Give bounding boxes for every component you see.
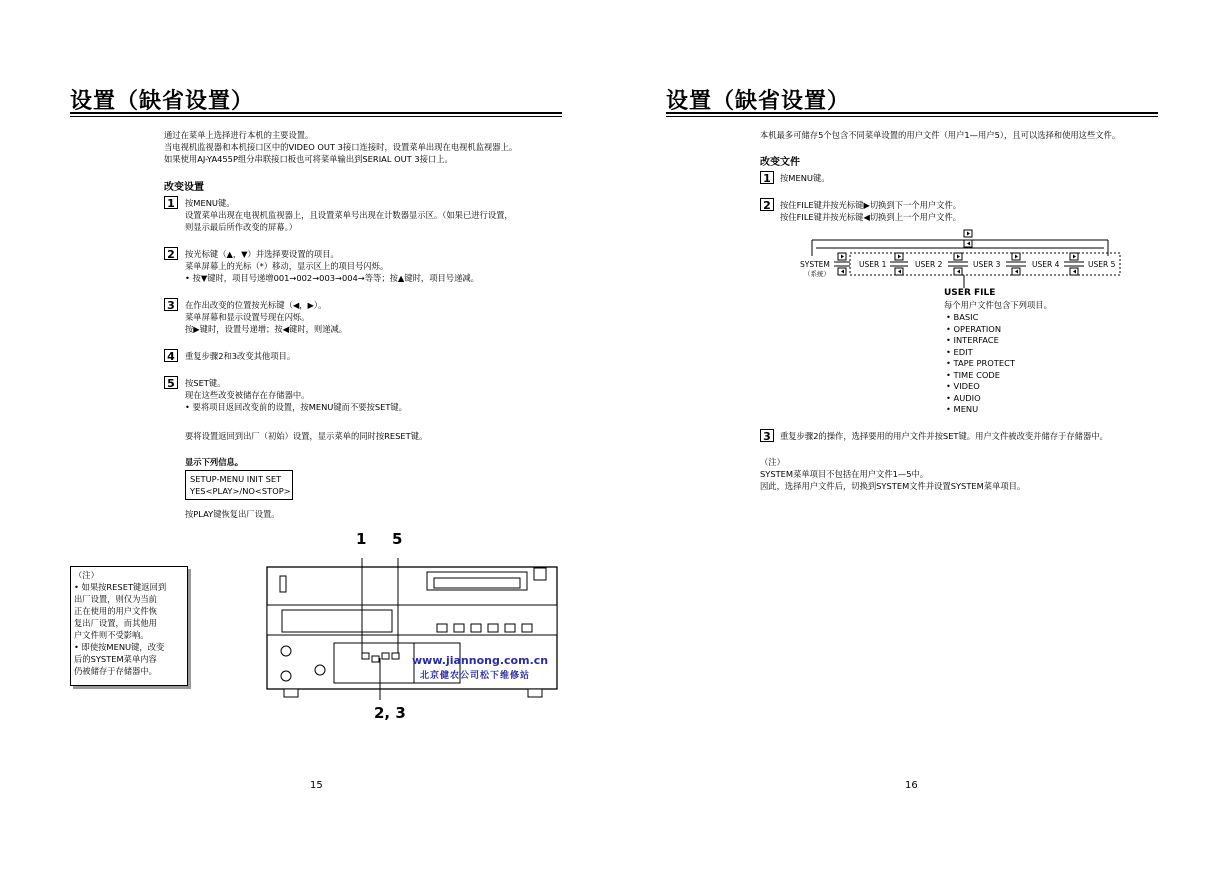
note-line: • 如果按RESET键返回到: [74, 582, 167, 592]
step-text: 在作出改变的位置按光标键（◀，▶）。: [185, 300, 327, 310]
note-line: 户文件则不受影响。: [74, 630, 149, 640]
display-heading: 显示下列信息。: [185, 457, 244, 467]
user-file-item: • OPERATION: [946, 323, 1002, 334]
callout-label: 5: [392, 530, 403, 548]
step-text: 按住FILE键并按光标键▶切换到下一个用户文件。: [780, 200, 962, 210]
user-file-title: USER FILE: [944, 288, 996, 298]
note-box: [70, 566, 188, 686]
step-text: 设置菜单出现在电视机监视器上，且设置菜单号出现在计数器显示区。（如果已进行设置，: [185, 210, 513, 220]
user-label: USER 5: [1088, 260, 1116, 269]
note-line: 出厂设置，则仅为当前: [74, 594, 157, 604]
step-number: 5: [164, 376, 178, 389]
user-label: USER 2: [915, 260, 943, 269]
user-file-item: • TAPE PROTECT: [946, 358, 1015, 368]
callout-label: 1: [356, 530, 367, 548]
step-text: 按SET键。: [185, 378, 226, 388]
section-heading: 改变设置: [164, 182, 204, 193]
user-label: USER 3: [973, 260, 1001, 269]
step-text: 重复步骤2和3改变其他项目。: [185, 351, 296, 361]
intro-line: 当电视机监视器和本机接口区中的VIDEO OUT 3接口连接时，设置菜单出现在电视机监视器上。: [164, 142, 518, 152]
play-text: 按PLAY键恢复出厂设置。: [185, 509, 280, 519]
menu-display-box: [185, 470, 293, 500]
intro-line: 通过在菜单上选择进行本机的主要设置。: [164, 130, 314, 140]
step-number: 2: [164, 247, 178, 260]
user-file-desc: 每个用户文件包含下列项目。: [944, 300, 1052, 310]
note-line: 后的SYSTEM菜单内容: [74, 654, 157, 664]
watermark-text: 北京健农公司松下维修站: [420, 671, 531, 681]
user-file-item: • VIDEO: [946, 381, 980, 391]
display-line: YES<PLAY>/NO<STOP>: [190, 486, 291, 496]
step-number: 4: [164, 349, 178, 362]
note-line: 复出厂设置，而其他用: [74, 618, 157, 628]
note-line: • 即使按MENU键，改变: [74, 642, 165, 652]
user-file-item: • MENU: [946, 404, 979, 414]
user-label: USER 1: [859, 260, 887, 269]
page-title-left: 设置（缺省设置）: [70, 89, 255, 114]
step-number: 2: [760, 198, 774, 211]
note-line: SYSTEM菜单项目不包括在用户文件1—5中。: [760, 469, 929, 479]
user-file-item: • BASIC: [946, 312, 979, 322]
user-file-item: • TIME CODE: [946, 369, 1001, 380]
step-number: 3: [760, 429, 774, 442]
user-file-item: • INTERFACE: [946, 335, 999, 345]
note-line: （注）: [74, 570, 99, 580]
title-rule-right: [666, 112, 1158, 117]
step-number: 3: [164, 298, 178, 311]
step-text: 重复步骤2的操作，选择要用的用户文件并按SET键。用户文件被改变并储存于存储器中。: [780, 431, 1108, 441]
step-text: 按光标键（▲，▼）并选择要设置的项目。: [185, 249, 339, 259]
step-number: 1: [760, 171, 774, 184]
display-line: SETUP-MENU INIT SET: [190, 474, 282, 484]
intro-line: 如果使用AJ-YA455P组分串联接口板也可将菜单输出到SERIAL OUT 3接口上。: [164, 154, 453, 164]
user-file-item: • AUDIO: [946, 392, 981, 403]
section-heading: 改变文件: [760, 157, 800, 168]
watermark-url: www.jiannong.com.cn: [412, 654, 549, 667]
page-number: 16: [905, 780, 918, 791]
step-text: • 按▼键时，项目号递增001→002→003→004→等等；按▲键时，项目号递减。: [185, 273, 479, 283]
step-text: 按住FILE键并按光标键◀切换到上一个用户文件。: [780, 212, 962, 222]
note-line: （注）: [760, 457, 785, 467]
title-rule-left: [70, 112, 562, 117]
step-text: 按MENU键。: [780, 173, 830, 183]
note-line: 正在使用的用户文件恢: [74, 606, 157, 616]
step-text: 按▶键时，设置号递增；按◀键时，则递减。: [185, 324, 348, 334]
step-text: 则显示最后所作改变的屏幕。）: [185, 222, 298, 232]
step-text: 菜单屏幕上的光标（*）移动，显示区上的项目号闪烁。: [185, 261, 389, 271]
step-number: 1: [164, 196, 178, 209]
user-label: USER 4: [1032, 260, 1060, 269]
step-text: 菜单屏幕和显示设置号现在闪烁。: [185, 312, 310, 322]
intro-line: 本机最多可储存5个包含不同菜单设置的用户文件（用户1—用户5），且可以选择和使用这些文件。: [760, 130, 1121, 140]
step-text: • 要将项目返回改变前的设置，按MENU键而不要按SET键。: [185, 402, 408, 412]
user-file-item: • EDIT: [946, 346, 973, 357]
page-title-right: 设置（缺省设置）: [666, 89, 851, 114]
reset-text: 要将设置返回到出厂（初始）设置，显示菜单的同时按RESET键。: [185, 431, 428, 441]
system-sublabel: （系统）: [804, 270, 830, 278]
user-file-cycle-diagram: [790, 226, 1130, 288]
step-text: 现在这些改变被储存在存储器中。: [185, 390, 310, 400]
note-line: 仍被储存于存储器中。: [74, 666, 157, 676]
step-text: 按MENU键。: [185, 198, 235, 208]
system-label: SYSTEM: [800, 260, 830, 269]
page-number: 15: [310, 780, 323, 791]
callout-label: 2, 3: [374, 704, 406, 722]
note-line: 因此，选择用户文件后，切换到SYSTEM文件并设置SYSTEM菜单项目。: [760, 481, 1026, 491]
